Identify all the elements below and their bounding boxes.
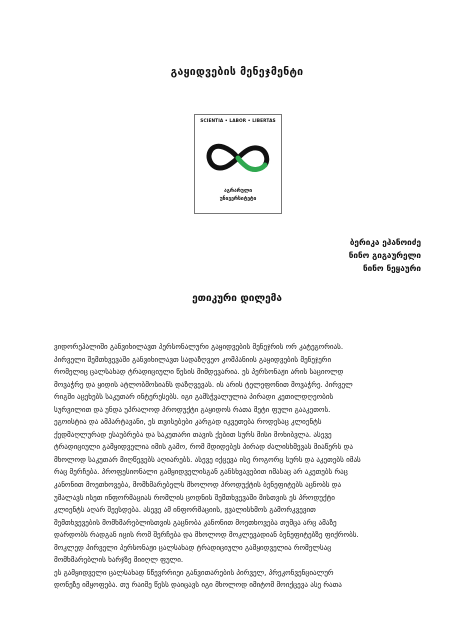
body-line: მომხმარებლის ხარჯზე მიიღლ ფული. — [54, 555, 184, 565]
body-line: ვიდორეჰალიში განვიხილავთ პერსონალური გაყიდვების მენეჯრის ორ კატეგორიას. — [54, 342, 344, 351]
body-line: ქედმაღლურად ესაუბრება და საკუთარი თავის ქებით სურს მისი მოხიბვლა. ასევე — [54, 429, 332, 439]
body-line: კლიენტს აღარ შეესდება. ასევე ამ ინფორმაციის, ჟვალისხმოს გამორკვევით — [54, 505, 316, 515]
body-line: რაც მერჩება. პროფესიონალი გამყიდველისგან განსხვავებით იმასაც არ აკეთებს რაც — [54, 467, 348, 477]
document-title: გაყიდვების მენეჯმენტი — [170, 66, 304, 78]
logo-motto: SCIENTIA • LABOR • LIBERTAS — [200, 119, 276, 124]
body-line: პირველი შემთხვევაში განვიხილავთ სადაზღვეო კომპანიის გაყიდვების მენეჯერი — [54, 354, 332, 364]
body-line: მოკლედ პირველი პერსონაჟი ცალსახად ტრადიციული გამყიდველია რომელსაც — [54, 542, 332, 552]
author-name: ბერიკა ეჰანოიძე — [349, 237, 421, 247]
logo-name-line2: უნივერსიტეტი — [219, 196, 257, 202]
body-line: რომელიც ცალსახად ტრადიციული წესის მიმდევარია. ეს პერსონაჟი არის საციოლდ — [54, 367, 344, 377]
body-line: მხოლოდ საკუთარ მიღწევებს აღიარებს. ასევე იქცევა ისე როგორც სურს და აკეთებს იმას — [54, 454, 361, 464]
body-line: დონეზე იმყოფება. თუ რაიმე წესს დაიცავს იგი მხოლოდ იმიტომ მოიქცევა ასე რათა — [54, 580, 342, 590]
body-line: ტრადიციული გამყიდველია იმის გამო, რომ მდიდებეს პირად ძალისხმევას მიაწერს და — [54, 442, 353, 452]
body-line: რიგში აცეხებს საკუთარ ინტერესებს. იგი გამსჭვალულია პირადი კეთილდღეობის — [54, 392, 334, 402]
body-line: მოვაჭრე და ყიდის ატლობმოსიანს დაზღვევას. ის არის ტელეფონით მოვაჭრე. პირველ — [54, 379, 353, 389]
body-line: დარდობს რადგან იცის რომ შერჩება და მხოლოდ მოკლევადიან ბენეფიტებზე ფიქრობს. — [54, 530, 359, 540]
body-line: კანონით მოეთხოვება, მომხმარებელს მხოლოდ პროდუქტის ბენეფიტებს აცნობს და — [54, 480, 342, 490]
author-list — [349, 236, 421, 275]
author-name: ნინო ნეყაური — [363, 263, 421, 273]
infinity-logo-icon — [203, 132, 273, 184]
body-line: ეგოისტია და ამპარტავანი, ეს თვისებები კარგად იკვეთება როდესაც კლიენტს — [54, 417, 322, 427]
body-line: შემთხვევების მომხმარებლისთვის გაცნობა კანონით მოეთხოვება თუმცა არც ამაზე — [54, 517, 337, 527]
logo-name-line1: აგრარული — [223, 188, 253, 194]
section-title: ეთიკური დილემა — [192, 293, 282, 304]
body-line: უმალავს ისეთ ინფორმაციას რომლის ცოდნის შემთხვევაში მისთვის ეს პროდუქტი — [54, 492, 335, 502]
body-line: ეს გამყიდველი ცალსახად ნწევრრიეი განვითარების პირველ, პრეკონვენციალურ — [54, 567, 334, 577]
university-logo — [194, 114, 282, 214]
body-line: სურვილით და უნდა უპრალოდ პროდუქტი გაყიდოს რათა მეტი ფული გააკეთოს. — [54, 404, 331, 414]
author-name: ნინო გიგაურელი — [348, 250, 421, 260]
body-paragraph — [54, 341, 430, 592]
